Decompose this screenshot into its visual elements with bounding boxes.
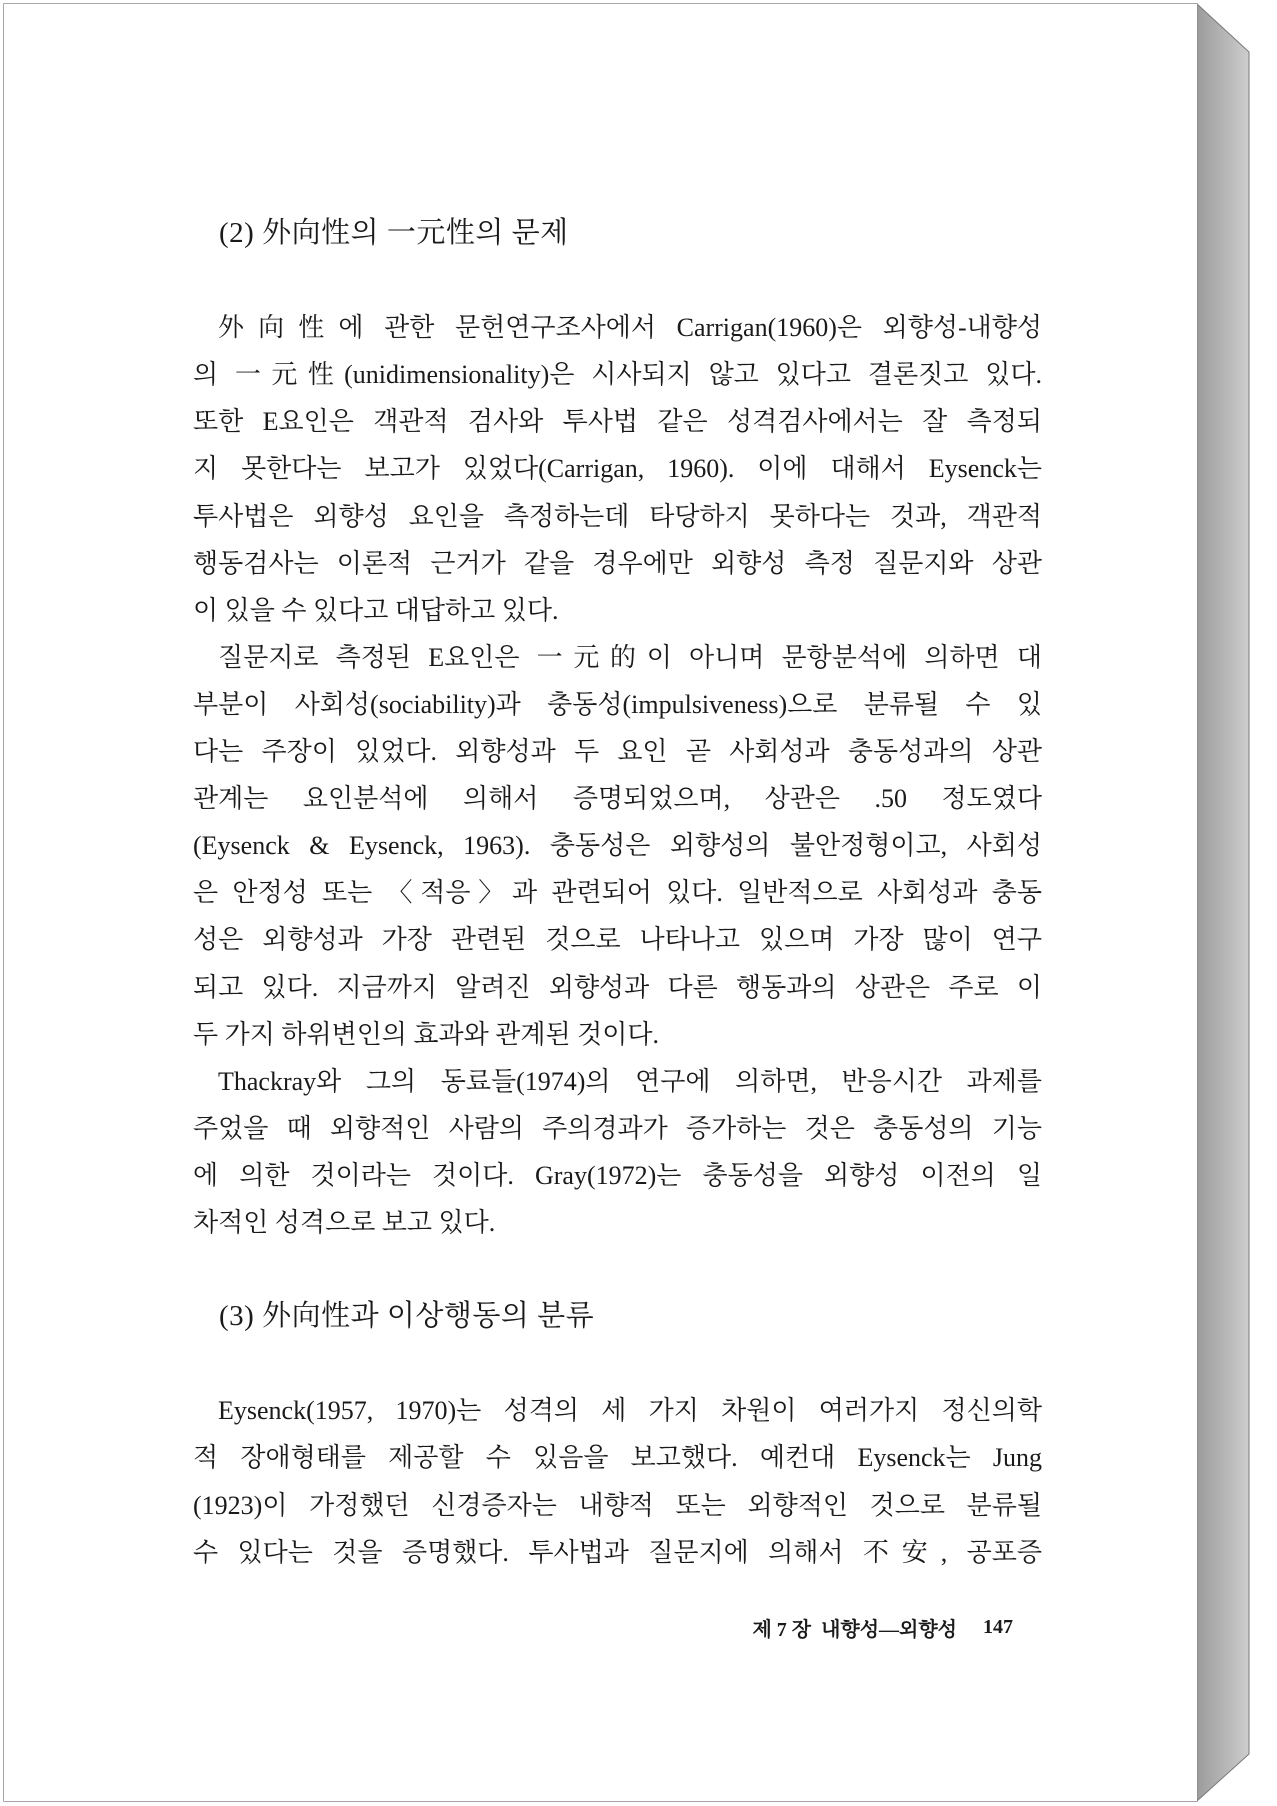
page-footer [700, 1612, 1013, 1642]
text-line: 이 있을 수 있다고 대답하고 있다. [193, 595, 559, 625]
section-heading: (3) 外向性과 이상행동의 분류 [219, 1300, 595, 1333]
text-line: 관계는 요인분석에 의해서 증명되었으며, 상관은 .50 정도였다 [193, 784, 1042, 814]
text-line: 성은 외향성과 가장 관련된 것으로 나타나고 있으며 가장 많이 연구 [193, 925, 1042, 955]
text-line: 질문지로 측정된 E요인은 一元的이 아니며 문항분석에 의하면 대 [218, 642, 1042, 672]
text-line: 에 의한 것이라는 것이다. Gray(1972)는 충동성을 외향성 이전의 일 [193, 1160, 1042, 1190]
text-line: 다는 주장이 있었다. 외향성과 두 요인 곧 사회성과 충동성과의 상관 [193, 737, 1042, 767]
text-line: (Eysenck & Eysenck, 1963). 충동성은 외향성의 불안정형이고, 사회성 [193, 831, 1042, 861]
paragraph [193, 1058, 1042, 1246]
page-spine [1197, 4, 1249, 1801]
paragraph [193, 634, 1042, 1058]
text-line: 행동검사는 이론적 근거가 같을 경우에만 외향성 측정 질문지와 상관 [193, 548, 1042, 578]
text-line: 의 一元性(unidimensionality)은 시사되지 않고 있다고 결론짓고 있다. [193, 360, 1042, 390]
text-line: 되고 있다. 지금까지 알려진 외향성과 다른 행동과의 상관은 주로 이 [193, 972, 1042, 1002]
text-line: 부분이 사회성(sociability)과 충동성(impulsiveness)으로 분류될 수 있 [193, 689, 1042, 719]
text-line: 外向性에 관한 문헌연구조사에서 Carrigan(1960)은 외향성-내향성 [218, 313, 1042, 343]
text-line: Thackray와 그의 동료들(1974)의 연구에 의하면, 반응시간 과제를 [218, 1066, 1042, 1096]
text-line: 은 안정성 또는 〈적응〉과 관련되어 있다. 일반적으로 사회성과 충동 [193, 878, 1042, 908]
text-line: 수 있다는 것을 증명했다. 투사법과 질문지에 의해서 不安, 공포증 [193, 1537, 1042, 1567]
paragraph [193, 304, 1042, 634]
page [4, 4, 1197, 1801]
text-line: 투사법은 외향성 요인을 측정하는데 타당하지 못하다는 것과, 객관적 [193, 501, 1042, 531]
text-line: Eysenck(1957, 1970)는 성격의 세 가지 차원이 여러가지 정신의학 [218, 1396, 1042, 1426]
text-line: 차적인 성격으로 보고 있다. [193, 1207, 496, 1237]
paragraph [193, 1387, 1042, 1575]
text-block [193, 210, 1042, 1576]
text-line: 주었을 때 외향적인 사람의 주의경과가 증가하는 것은 충동성의 기능 [193, 1113, 1042, 1143]
page-number: 147 [983, 1615, 1013, 1638]
section-heading: (2) 外向性의 一元性의 문제 [219, 217, 569, 249]
text-line: 적 장애형태를 제공할 수 있음을 보고했다. 예컨대 Eysenck는 Jung [193, 1443, 1042, 1473]
text-line: 두 가지 하위변인의 효과와 관계된 것이다. [193, 1019, 659, 1049]
text-line: 또한 E요인은 객관적 검사와 투사법 같은 성격검사에서는 잘 측정되 [193, 407, 1042, 437]
running-head: 제 7 장 내향성—외향성 [752, 1618, 957, 1641]
text-line: (1923)이 가정했던 신경증자는 내향적 또는 외향적인 것으로 분류될 [193, 1490, 1042, 1520]
text-line: 지 못한다는 보고가 있었다(Carrigan, 1960). 이에 대해서 Eysenck는 [193, 454, 1042, 484]
